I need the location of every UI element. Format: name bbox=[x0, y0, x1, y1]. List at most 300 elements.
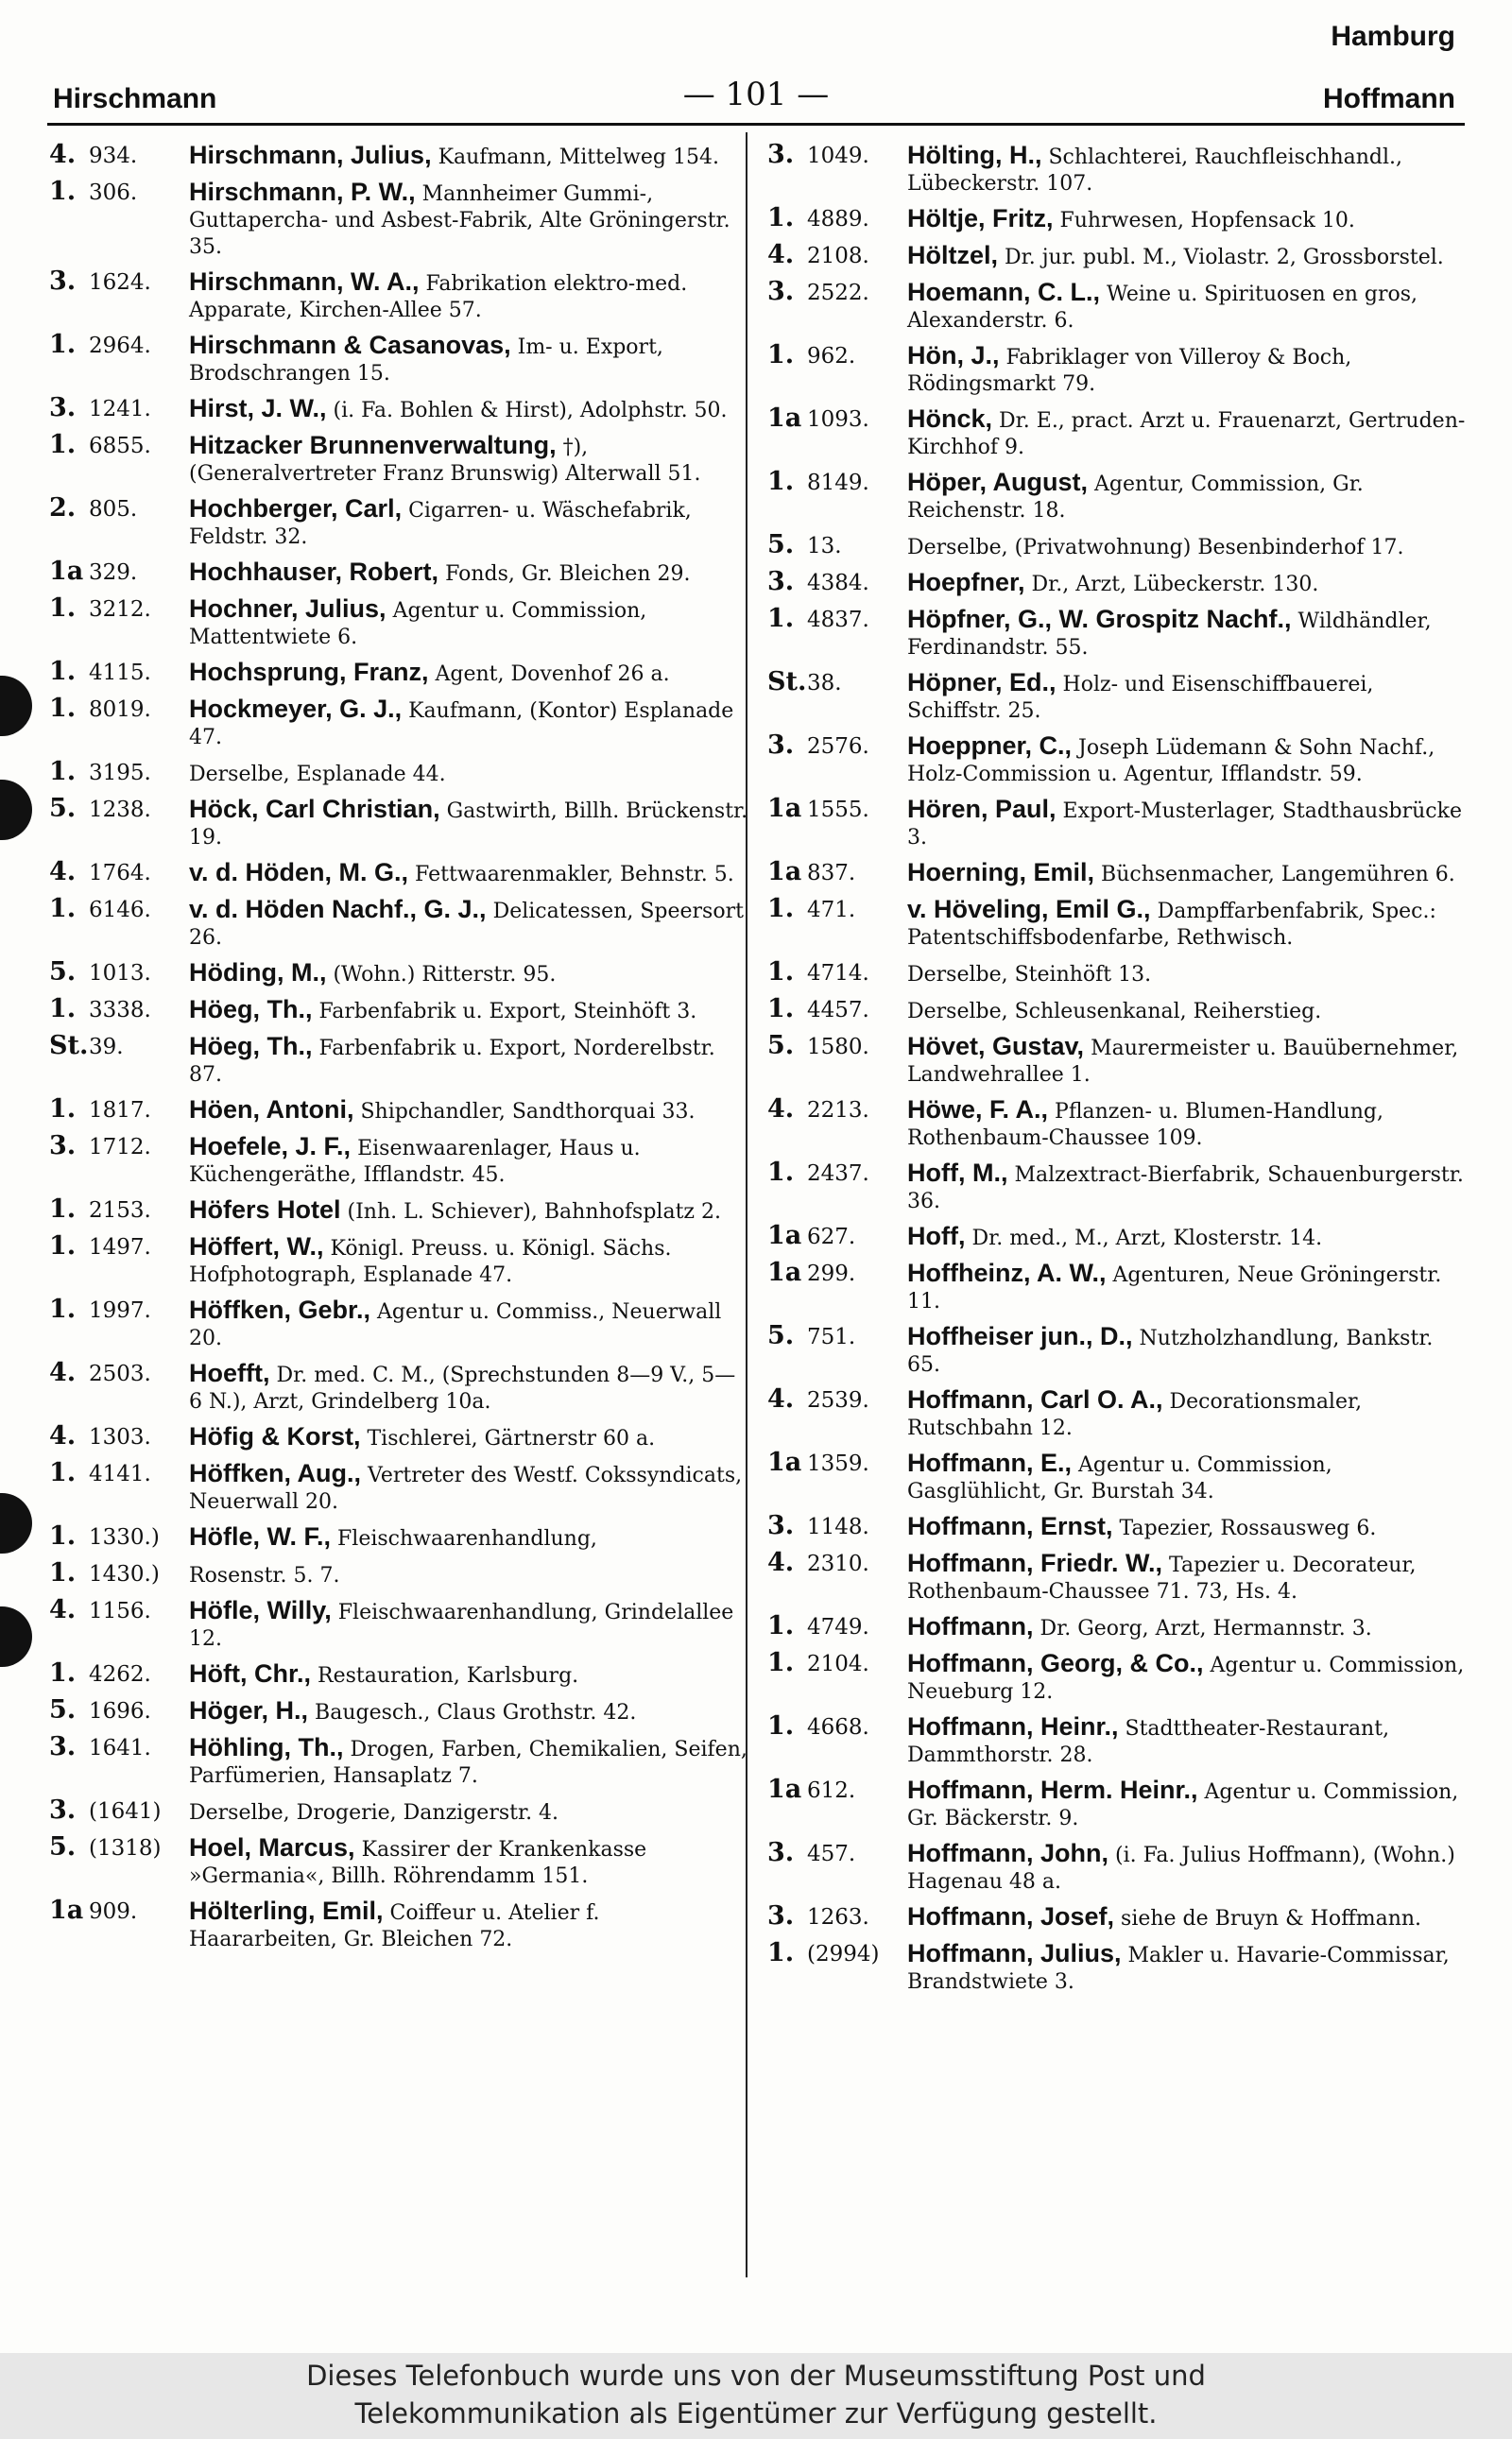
subscriber-details: Rosenstr. 5. 7. bbox=[189, 1564, 340, 1588]
subscriber-name: Hoffmann, Friedr. W., bbox=[907, 1549, 1163, 1577]
directory-entry bbox=[49, 268, 748, 324]
directory-entry bbox=[767, 1613, 1471, 1642]
subscriber-name: Hitzacker Brunnenverwaltung, bbox=[189, 431, 557, 459]
line-number: 4262. bbox=[89, 1662, 151, 1687]
entry-text bbox=[907, 1940, 1471, 1996]
subscriber-name: Hoffmann, Heinr., bbox=[907, 1712, 1119, 1741]
subscriber-name: Höper, August, bbox=[907, 468, 1089, 496]
line-number: (2994) bbox=[807, 1942, 880, 1967]
subscriber-details: Delicatessen, Speersort 26. bbox=[189, 900, 744, 950]
entry-text bbox=[907, 1323, 1471, 1379]
subscriber-details: Agentur u. Commiss., Neuerwall 20. bbox=[189, 1300, 722, 1350]
line-number: 38. bbox=[807, 671, 842, 696]
subscriber-details: Mannheimer Gummi-, Guttapercha- und Asbest-Fabrik, Alte Gröningerstr. 35. bbox=[189, 182, 730, 259]
subscriber-name: Höger, H., bbox=[189, 1696, 309, 1725]
subscriber-details: Agentur u. Commission, Gasglühlicht, Gr. Burstah 34. bbox=[907, 1453, 1332, 1503]
exchange-district: 3. bbox=[49, 1795, 77, 1825]
entry-text bbox=[907, 1386, 1471, 1442]
subscriber-name: Hoffmann, Julius, bbox=[907, 1939, 1122, 1967]
exchange-district: St. bbox=[49, 1031, 89, 1060]
subscriber-details: Fuhrwesen, Hopfensack 10. bbox=[1059, 209, 1355, 232]
directory-entry bbox=[767, 1840, 1471, 1896]
subscriber-details: Export-Musterlager, Stadthausbrücke 3. bbox=[907, 799, 1462, 850]
exchange-district: 5. bbox=[767, 1031, 795, 1060]
subscriber-name: Hochsprung, Franz, bbox=[189, 658, 429, 686]
line-number: 1330.) bbox=[89, 1525, 160, 1550]
entry-text bbox=[189, 1196, 748, 1226]
subscriber-name: Hirschmann, W. A., bbox=[189, 267, 420, 296]
directory-entry bbox=[49, 395, 748, 424]
subscriber-details: Derselbe, Steinhöft 13. bbox=[907, 963, 1152, 987]
line-number: 4749. bbox=[807, 1615, 869, 1640]
exchange-district: 2. bbox=[49, 493, 77, 523]
exchange-district: 4. bbox=[49, 140, 77, 169]
line-number: 751. bbox=[807, 1325, 856, 1349]
entry-text bbox=[907, 669, 1471, 725]
subscriber-details: Eisenwaarenlager, Haus u. Küchengeräthe, Ifflandstr. 45. bbox=[189, 1137, 641, 1187]
phone-number bbox=[767, 1940, 907, 1968]
subscriber-name: Hoffmann, Herm. Heinr., bbox=[907, 1776, 1198, 1804]
phone-number bbox=[767, 405, 907, 434]
exchange-district: 3. bbox=[767, 1511, 795, 1540]
subscriber-details: (i. Fa. Bohlen & Hirst), Adolphstr. 50. bbox=[333, 399, 728, 422]
exchange-district: 3. bbox=[767, 567, 795, 596]
punch-hole bbox=[0, 1493, 32, 1554]
exchange-district: 5. bbox=[49, 1832, 77, 1862]
directory-entry bbox=[767, 1096, 1471, 1152]
exchange-district: 4. bbox=[49, 1595, 77, 1624]
entry-text bbox=[907, 732, 1471, 788]
entry-text bbox=[189, 179, 748, 261]
phone-number bbox=[49, 1697, 189, 1726]
line-number: 612. bbox=[807, 1778, 856, 1803]
exchange-district: 1. bbox=[49, 177, 77, 206]
line-number: 1641. bbox=[89, 1736, 151, 1761]
entry-text bbox=[907, 469, 1471, 524]
exchange-district: 5. bbox=[49, 957, 77, 987]
line-number: 471. bbox=[807, 898, 856, 922]
directory-entry bbox=[49, 1834, 748, 1890]
subscriber-name: Hirschmann, P. W., bbox=[189, 178, 416, 206]
line-number: 4457. bbox=[807, 998, 869, 1022]
subscriber-details: Joseph Lüdemann & Sohn Nachf., Holz-Commission u. Agentur, Ifflandstr. 59. bbox=[907, 736, 1435, 786]
exchange-district: 1. bbox=[767, 604, 795, 633]
entry-text bbox=[189, 959, 748, 988]
exchange-district: 3. bbox=[49, 1131, 77, 1160]
exchange-district: 4. bbox=[49, 1421, 77, 1451]
subscriber-details: (i. Fa. Julius Hoffmann), (Wohn.) Hagenau 48 a. bbox=[907, 1844, 1455, 1894]
entry-text bbox=[189, 896, 748, 952]
exchange-district: 1a bbox=[767, 857, 802, 886]
subscriber-name: Höfig & Korst, bbox=[189, 1422, 361, 1451]
entry-text bbox=[189, 595, 748, 651]
phone-number bbox=[49, 432, 189, 460]
exchange-district: 5. bbox=[49, 1695, 77, 1725]
entry-text bbox=[189, 1560, 748, 1589]
header-right-catchword: Hoffmann bbox=[1323, 83, 1455, 114]
directory-entry bbox=[767, 1223, 1471, 1252]
entry-text bbox=[189, 332, 748, 387]
directory-entry bbox=[49, 432, 748, 488]
entry-text bbox=[189, 1797, 748, 1827]
phone-number bbox=[49, 1233, 189, 1262]
entry-text bbox=[189, 1597, 748, 1653]
header-rule bbox=[47, 123, 1465, 126]
directory-entry bbox=[49, 1523, 748, 1553]
subscriber-details: Dampffarbenfabrik, Spec.: Patentschiffsbodenfarbe, Rethwisch. bbox=[907, 900, 1436, 950]
exchange-district: 4. bbox=[767, 1548, 795, 1577]
line-number: 1624. bbox=[89, 270, 151, 295]
directory-entry bbox=[767, 1260, 1471, 1315]
phone-number bbox=[49, 268, 189, 297]
exchange-district: 1a bbox=[767, 404, 802, 433]
entry-text bbox=[907, 1550, 1471, 1606]
line-number: 1497. bbox=[89, 1235, 151, 1260]
line-number: 1303. bbox=[89, 1425, 151, 1450]
footer-note bbox=[0, 2353, 1512, 2439]
subscriber-name: Hölting, H., bbox=[907, 141, 1042, 169]
directory-entry bbox=[767, 1386, 1471, 1442]
exchange-district: 1. bbox=[49, 1094, 77, 1124]
entry-text bbox=[189, 1423, 748, 1452]
subscriber-details: Dr. jur. publ. M., Violastr. 2, Grossborstel. bbox=[1005, 246, 1444, 269]
entry-text bbox=[907, 569, 1471, 598]
line-number: 2503. bbox=[89, 1362, 151, 1386]
entry-text bbox=[189, 1834, 748, 1890]
subscriber-details: Königl. Preuss. u. Königl. Sächs. Hofphotograph, Esplanade 47. bbox=[189, 1237, 672, 1287]
line-number: 4837. bbox=[807, 608, 869, 632]
entry-text bbox=[907, 342, 1471, 398]
phone-number bbox=[767, 1903, 907, 1932]
entry-text bbox=[907, 1513, 1471, 1542]
entry-text bbox=[907, 1159, 1471, 1215]
phone-number bbox=[767, 896, 907, 924]
subscriber-details: Vertreter des Westf. Cokssyndicats, Neuerwall 20. bbox=[189, 1464, 743, 1514]
subscriber-details: Farbenfabrik u. Export, Norderelbstr. 87. bbox=[189, 1037, 715, 1087]
subscriber-name: Höfers Hotel bbox=[189, 1195, 341, 1224]
phone-number bbox=[49, 896, 189, 924]
subscriber-name: Hoefele, J. F., bbox=[189, 1132, 352, 1160]
phone-number bbox=[767, 142, 907, 170]
phone-number bbox=[49, 395, 189, 423]
directory-entry bbox=[49, 696, 748, 751]
exchange-district: 1a bbox=[767, 1258, 802, 1287]
subscriber-name: Hoff, bbox=[907, 1222, 966, 1250]
subscriber-name: Hoffmann, Georg, & Co., bbox=[907, 1649, 1204, 1677]
subscriber-name: Hochner, Julius, bbox=[189, 594, 387, 623]
line-number: 457. bbox=[807, 1842, 856, 1866]
subscriber-name: Hoffmann, Ernst, bbox=[907, 1512, 1113, 1540]
directory-entry bbox=[49, 1597, 748, 1653]
line-number: 3212. bbox=[89, 597, 151, 622]
line-number: 2108. bbox=[807, 244, 869, 268]
phone-number bbox=[49, 1133, 189, 1161]
exchange-district: 1. bbox=[767, 994, 795, 1023]
phone-number bbox=[49, 1423, 189, 1451]
phone-number bbox=[767, 859, 907, 887]
line-number: 1817. bbox=[89, 1098, 151, 1123]
subscriber-name: Hoerning, Emil, bbox=[907, 858, 1095, 886]
phone-number bbox=[49, 1734, 189, 1762]
exchange-district: 1. bbox=[49, 894, 77, 923]
phone-number bbox=[49, 1523, 189, 1552]
subscriber-details: Baugesch., Claus Grothstr. 42. bbox=[315, 1701, 637, 1725]
subscriber-details: Agent, Dovenhof 26 a. bbox=[435, 662, 670, 686]
phone-number bbox=[49, 1560, 189, 1589]
line-number: 8149. bbox=[807, 471, 869, 495]
subscriber-details: Nutzholzhandlung, Bankstr. 65. bbox=[907, 1327, 1434, 1377]
line-number: 6855. bbox=[89, 434, 151, 458]
subscriber-name: Hön, J., bbox=[907, 341, 1000, 369]
line-number: 1148. bbox=[807, 1515, 869, 1539]
directory-entry bbox=[49, 1460, 748, 1516]
subscriber-details: Fleischwaarenhandlung, bbox=[337, 1527, 597, 1551]
phone-number bbox=[767, 1513, 907, 1541]
line-number: 2213. bbox=[807, 1098, 869, 1123]
line-number: 1997. bbox=[89, 1298, 151, 1323]
subscriber-details: Agentur u. Commission, Mattentwiete 6. bbox=[189, 599, 647, 649]
entry-text bbox=[189, 996, 748, 1025]
directory-entry bbox=[767, 142, 1471, 198]
directory-entry bbox=[49, 142, 748, 171]
line-number: 1156. bbox=[89, 1599, 151, 1623]
phone-number bbox=[767, 205, 907, 233]
entry-text bbox=[189, 1523, 748, 1553]
subscriber-details: Agenturen, Neue Gröningerstr. 11. bbox=[907, 1263, 1442, 1314]
exchange-district: 1. bbox=[49, 330, 77, 359]
entry-text bbox=[907, 1903, 1471, 1932]
phone-number bbox=[49, 696, 189, 724]
entry-text bbox=[189, 1033, 748, 1089]
line-number: 4115. bbox=[89, 661, 151, 685]
line-number: 1696. bbox=[89, 1699, 151, 1724]
subscriber-details: Fabriklager von Villeroy & Boch, Rödingsmarkt 79. bbox=[907, 346, 1352, 396]
entry-text bbox=[189, 1233, 748, 1289]
phone-number bbox=[49, 1834, 189, 1863]
directory-entry bbox=[49, 1898, 748, 1953]
subscriber-details: Decorationsmaler, Rutschbahn 12. bbox=[907, 1390, 1363, 1440]
entry-text bbox=[189, 1734, 748, 1790]
subscriber-name: Hoffmann, Josef, bbox=[907, 1902, 1115, 1931]
exchange-district: 1. bbox=[49, 1521, 77, 1551]
subscriber-name: Hockmeyer, G. J., bbox=[189, 695, 403, 723]
directory-entry bbox=[49, 1697, 748, 1726]
line-number: 2310. bbox=[807, 1552, 869, 1576]
line-number: 1359. bbox=[807, 1451, 869, 1476]
entry-text bbox=[907, 1777, 1471, 1832]
phone-number bbox=[49, 1597, 189, 1625]
line-number: 4668. bbox=[807, 1715, 869, 1740]
phone-number bbox=[767, 1159, 907, 1188]
entry-text bbox=[189, 659, 748, 688]
subscriber-details: Kassirer der Krankenkasse »Germania«, Billh. Röhrendamm 151. bbox=[189, 1838, 647, 1888]
exchange-district: 3. bbox=[49, 393, 77, 422]
exchange-district: 4. bbox=[49, 1358, 77, 1387]
entry-text bbox=[907, 205, 1471, 234]
exchange-district: 4. bbox=[49, 857, 77, 886]
subscriber-details: Agentur u. Commission, Gr. Bäckerstr. 9. bbox=[907, 1780, 1459, 1830]
directory-entry bbox=[767, 1550, 1471, 1606]
directory-entry bbox=[49, 1033, 748, 1089]
directory-entry bbox=[49, 959, 748, 988]
exchange-district: 3. bbox=[767, 140, 795, 169]
directory-entry bbox=[767, 469, 1471, 524]
exchange-district: 1. bbox=[767, 1611, 795, 1640]
subscriber-name: Höffken, Aug., bbox=[189, 1459, 361, 1487]
phone-number bbox=[49, 659, 189, 687]
subscriber-details: Restauration, Karlsburg. bbox=[318, 1664, 579, 1688]
entry-text bbox=[907, 1450, 1471, 1505]
directory-entry bbox=[49, 896, 748, 952]
directory-entry bbox=[767, 796, 1471, 851]
footer-line-1: Dieses Telefonbuch wurde uns von der Museumsstiftung Post und bbox=[306, 2360, 1206, 2392]
subscriber-details: Fabrikation elektro-med. Apparate, Kirchen-Allee 57. bbox=[189, 272, 688, 322]
directory-entry bbox=[49, 595, 748, 651]
exchange-district: 1. bbox=[49, 657, 77, 686]
directory-entry bbox=[49, 1297, 748, 1352]
entry-text bbox=[189, 759, 748, 788]
subscriber-details: Wildhändler, Ferdinandstr. 55. bbox=[907, 610, 1432, 660]
directory-entry bbox=[767, 606, 1471, 661]
line-number: 1093. bbox=[807, 407, 869, 432]
line-number: 2437. bbox=[807, 1161, 869, 1186]
exchange-district: 1a bbox=[767, 794, 802, 823]
line-number: 1241. bbox=[89, 397, 151, 421]
subscriber-details: Tapezier, Rossausweg 6. bbox=[1119, 1517, 1377, 1540]
line-number: 805. bbox=[89, 497, 138, 522]
subscriber-name: Hoffmann, bbox=[907, 1612, 1034, 1640]
line-number: 1430.) bbox=[89, 1562, 160, 1587]
directory-entry bbox=[767, 1777, 1471, 1832]
entry-text bbox=[907, 606, 1471, 661]
line-number: 2964. bbox=[89, 334, 151, 358]
phone-number bbox=[49, 595, 189, 624]
entry-text bbox=[189, 432, 748, 488]
entry-text bbox=[189, 1133, 748, 1189]
directory-entry bbox=[767, 1323, 1471, 1379]
subscriber-details: Derselbe, (Privatwohnung) Besenbinderhof 17. bbox=[907, 536, 1404, 559]
subscriber-name: Höfle, W. F., bbox=[189, 1522, 332, 1551]
subscriber-name: Höhling, Th., bbox=[189, 1733, 344, 1761]
line-number: 1013. bbox=[89, 961, 151, 986]
phone-number bbox=[767, 1777, 907, 1805]
subscriber-details: Dr. med., M., Arzt, Klosterstr. 14. bbox=[971, 1227, 1323, 1250]
entry-text bbox=[189, 395, 748, 424]
header-page-number: — 101 — bbox=[682, 76, 830, 113]
subscriber-details: Fleischwaarenhandlung, Grindelallee 12. bbox=[189, 1601, 734, 1651]
entry-text bbox=[189, 1460, 748, 1516]
phone-number bbox=[767, 796, 907, 824]
subscriber-details: Stadttheater-Restaurant, Dammthorstr. 28. bbox=[907, 1717, 1390, 1767]
exchange-district: 1. bbox=[767, 467, 795, 496]
subscriber-details: †), (Generalvertreter Franz Brunswig) Alterwall 51. bbox=[189, 436, 701, 486]
subscriber-details: Fonds, Gr. Bleichen 29. bbox=[445, 562, 691, 586]
line-number: 2522. bbox=[807, 281, 869, 305]
subscriber-details: Holz- und Eisenschiffbauerei, Schiffstr. 25. bbox=[907, 673, 1374, 723]
line-number: 1764. bbox=[89, 861, 151, 885]
directory-entry bbox=[49, 558, 748, 588]
entry-text bbox=[907, 1096, 1471, 1152]
subscriber-name: Höwe, F. A., bbox=[907, 1095, 1049, 1124]
directory-entry bbox=[49, 796, 748, 851]
entry-text bbox=[189, 495, 748, 551]
line-number: 3195. bbox=[89, 761, 151, 785]
subscriber-name: Höpner, Ed., bbox=[907, 668, 1057, 696]
header-left-catchword: Hirschmann bbox=[53, 83, 217, 114]
subscriber-name: Hören, Paul, bbox=[907, 795, 1057, 823]
subscriber-name: Hoeppner, C., bbox=[907, 731, 1073, 760]
subscriber-details: Drogen, Farben, Chemikalien, Seifen, Parfümerien, Hansaplatz 7. bbox=[189, 1738, 747, 1788]
directory-entry bbox=[767, 859, 1471, 888]
exchange-district: 4. bbox=[767, 240, 795, 269]
directory-entry bbox=[49, 332, 748, 387]
directory-entry bbox=[767, 1450, 1471, 1505]
phone-number bbox=[767, 1450, 907, 1478]
phone-number bbox=[767, 1386, 907, 1415]
directory-entry bbox=[767, 996, 1471, 1025]
subscriber-details: Schlachterei, Rauchfleischhandl., Lübeckerstr. 107. bbox=[907, 146, 1403, 196]
phone-number bbox=[767, 732, 907, 761]
line-number: 4141. bbox=[89, 1462, 151, 1486]
directory-entry bbox=[49, 1196, 748, 1226]
subscriber-details: Kaufmann, Mittelweg 154. bbox=[438, 146, 719, 169]
subscriber-name: Höltje, Fritz, bbox=[907, 204, 1054, 232]
exchange-district: 1. bbox=[767, 957, 795, 987]
line-number: 4384. bbox=[807, 571, 869, 595]
subscriber-details: Derselbe, Schleusenkanal, Reiherstieg. bbox=[907, 1000, 1322, 1023]
phone-number bbox=[767, 1096, 907, 1125]
exchange-district: 1. bbox=[49, 694, 77, 723]
punch-hole bbox=[0, 780, 32, 840]
line-number: (1641) bbox=[89, 1799, 162, 1824]
directory-entry bbox=[49, 759, 748, 788]
exchange-district: 3. bbox=[767, 277, 795, 306]
line-number: 8019. bbox=[89, 697, 151, 722]
phone-number bbox=[49, 859, 189, 887]
directory-entry bbox=[49, 1797, 748, 1827]
entry-text bbox=[189, 1096, 748, 1125]
exchange-district: 4. bbox=[767, 1384, 795, 1414]
phone-number bbox=[767, 1613, 907, 1641]
exchange-district: 1. bbox=[767, 203, 795, 232]
directory-entry bbox=[767, 1159, 1471, 1215]
subscriber-details: (Wohn.) Ritterstr. 95. bbox=[333, 963, 557, 987]
subscriber-name: Hirschmann & Casanovas, bbox=[189, 331, 511, 359]
exchange-district: 1. bbox=[49, 593, 77, 623]
entry-text bbox=[907, 1713, 1471, 1769]
entry-text bbox=[189, 1297, 748, 1352]
directory-entry bbox=[767, 569, 1471, 598]
phone-number bbox=[767, 342, 907, 370]
directory-entry bbox=[767, 342, 1471, 398]
line-number: 1238. bbox=[89, 798, 151, 822]
subscriber-name: Hoffmann, Carl O. A., bbox=[907, 1385, 1163, 1414]
phone-number bbox=[49, 495, 189, 524]
phone-number bbox=[49, 1033, 189, 1061]
directory-entry bbox=[767, 279, 1471, 335]
entry-text bbox=[907, 1033, 1471, 1089]
subscriber-details: Büchsenmacher, Langemühren 6. bbox=[1101, 863, 1455, 886]
exchange-district: St. bbox=[767, 667, 807, 696]
exchange-district: 3. bbox=[767, 730, 795, 760]
subscriber-details: Pflanzen- u. Blumen-Handlung, Rothenbaum-Chaussee 109. bbox=[907, 1100, 1383, 1150]
subscriber-details: Dr., Arzt, Lübeckerstr. 130. bbox=[1031, 573, 1319, 596]
entry-text bbox=[907, 1223, 1471, 1252]
exchange-district: 1a bbox=[767, 1221, 802, 1250]
entry-text bbox=[189, 268, 748, 324]
phone-number bbox=[767, 469, 907, 497]
line-number: 2153. bbox=[89, 1198, 151, 1223]
